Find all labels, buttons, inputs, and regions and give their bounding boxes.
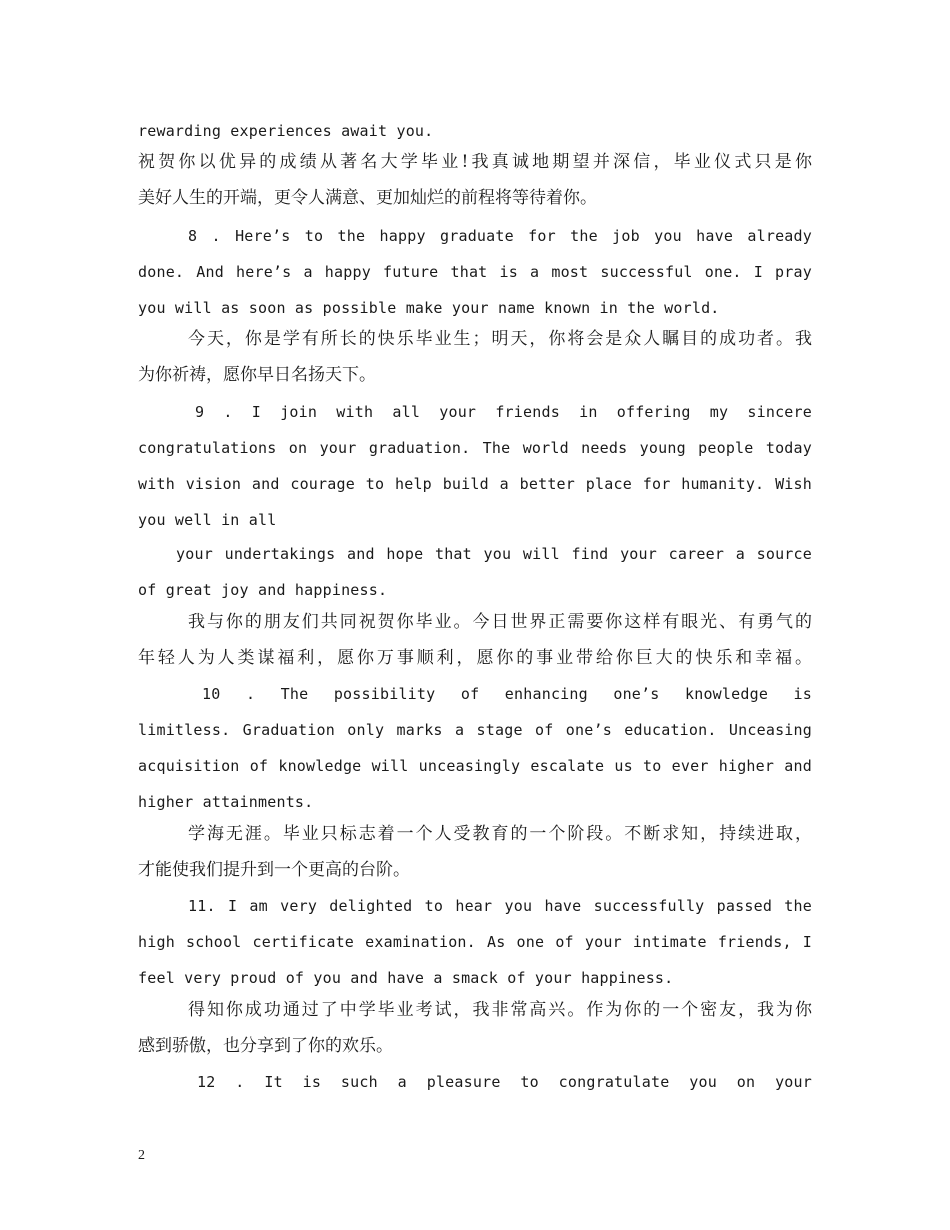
text-line: higher attainments. [138, 793, 314, 811]
text-line: high school certificate examination. As one of your intimate friends, I [138, 933, 812, 951]
text-line: of great joy and happiness. [138, 581, 388, 599]
text-line: 8 . Here’s to the happy graduate for the job you have already [188, 227, 812, 245]
text-line-zh: 学海无涯。毕业只标志着一个人受教育的一个阶段。不断求知，持续进取， [188, 824, 812, 844]
text-line: you well in all [138, 511, 277, 529]
text-line-zh: 美好人生的开端，更令人满意、更加灿烂的前程将等待着你。 [138, 188, 597, 208]
text-line: rewarding experiences await you. [138, 122, 434, 140]
page-number: 2 [138, 1148, 145, 1163]
text-line-zh: 得知你成功通过了中学毕业考试，我非常高兴。作为你的一个密友，我为你 [188, 1000, 812, 1020]
text-line: done. And here’s a happy future that is a most successful one. I pray [138, 263, 812, 281]
text-line-zh: 今天，你是学有所长的快乐毕业生；明天，你将会是众人瞩目的成功者。我 [188, 329, 812, 349]
text-line-zh: 为你祈祷，愿你早日名扬天下。 [138, 365, 376, 385]
text-line: 11. I am very delighted to hear you have successfully passed the [188, 897, 812, 915]
text-line: 9 . I join with all your friends in offering my sincere [195, 403, 812, 421]
text-line: limitless. Graduation only marks a stage of one’s education. Unceasing [138, 721, 812, 739]
text-line: feel very proud of you and have a smack of your happiness. [138, 969, 674, 987]
text-line-zh: 年轻人为人类谋福利，愿你万事顺利，愿你的事业带给你巨大的快乐和幸福。 [138, 648, 812, 668]
text-line: congratulations on your graduation. The world needs young people today [138, 439, 812, 457]
text-line: 10 . The possibility of enhancing one’s knowledge is [202, 685, 812, 703]
text-line-zh: 我与你的朋友们共同祝贺你毕业。今日世界正需要你这样有眼光、有勇气的 [188, 612, 812, 632]
text-line: you will as soon as possible make your name known in the world. [138, 299, 720, 317]
text-line-zh: 才能使我们提升到一个更高的台阶。 [138, 860, 410, 880]
text-line: your undertakings and hope that you will find your career a source [176, 545, 812, 563]
text-line: acquisition of knowledge will unceasingly escalate us to ever higher and [138, 757, 812, 775]
text-line-zh: 祝贺你以优异的成绩从著名大学毕业!我真诚地期望并深信，毕业仪式只是你 [138, 152, 812, 172]
text-line: 12 . It is such a pleasure to congratulate you on your [197, 1073, 812, 1091]
text-line: with vision and courage to help build a better place for humanity. Wish [138, 475, 812, 493]
text-line-zh: 感到骄傲，也分享到了你的欢乐。 [138, 1036, 393, 1056]
